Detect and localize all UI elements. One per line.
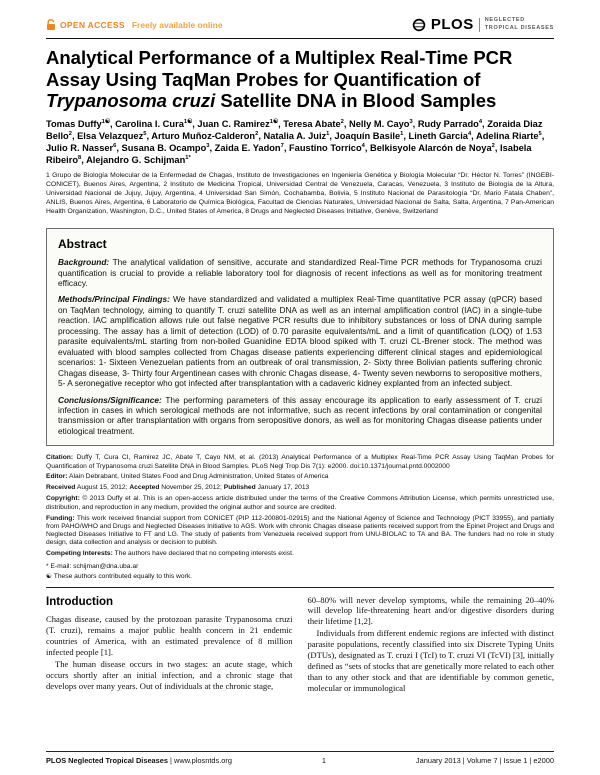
abstract-methods-label: Methods/Principal Findings: — [58, 294, 170, 305]
author: Adelina Riarte$^5$ — [476, 130, 542, 141]
footer-journal-url: | www.plosntds.org — [168, 756, 232, 765]
affiliations: 1 Grupo de Biología Molecular de la Enfermedad de Chagas, Instituto de Investigaciones en Ingeniería Genética y Biología Molecular “Dr. Héctor N. Torres” (INGEBI-CONICET), Buenos Aires, Argentina, 2 Instituto de Medicina Tropical, Universidad Central de Venezuela, Caracas, Venezuela, 3 Instituto de Biología de la Altura, Universidad Nacional de Jujuy, Jujuy, Argentina, 4 Universidad San Simón, Cochabamba, Bolivia, 5 Instituto Nacional de Parasitología “Dr. Mario Fatala Chaben”, ANLIS, Buenos Aires, Argentina, 6 Laboratorio de Química Biológica, Facultad de Ciencias Naturales, Universidad Nacional de Salta, Salta, Argentina, 7 Pan-American Health Organization, Washington, D.C., United States of America, 8 Drugs and Neglected Diseases Initiative, Genève, Switzerland — [46, 172, 554, 216]
open-lock-icon — [46, 19, 56, 31]
journal-name — [485, 17, 554, 31]
footer-page-number: 1 — [321, 756, 326, 765]
abstract-heading: Abstract — [58, 237, 107, 252]
left-column — [46, 595, 293, 695]
equal-contribution-note: ☯ These authors contributed equally to this work. — [46, 573, 193, 581]
journal-name-line1: NEGLECTED — [484, 17, 525, 24]
author: Teresa Abate$^2$ — [283, 118, 344, 129]
footer-issue-info: January 2013 | Volume 7 | Issue 1 | e2000 — [415, 756, 554, 765]
section-divider — [46, 587, 554, 588]
open-access-block — [46, 19, 223, 31]
journal-name-line2: TROPICAL DISEASES — [484, 24, 554, 31]
title-part1: Analytical Performance of a Multiplex Real-Time PCR Assay Using TaqMan Probes for Quantification of — [46, 47, 513, 90]
editor-label: Editor: — [46, 473, 68, 481]
received-date: August 15, 2012; — [76, 484, 128, 492]
intro-paragraph: Chagas disease, caused by the protozoan parasite Trypanosoma cruzi (T. cruzi), remains a major public health concern in 21 endemic countries of America, with an estimated prevalence of 8 million infected people [1]. — [46, 614, 293, 657]
abstract-background-text: The analytical validation of sensitive, accurate and standardized Real-Time PCR methods for Trypanosoma cruzi quantification is crucial to provide a reliable laboratory tool for diagnosis of recent infections as well as for monitoring treatment efficacy. — [58, 257, 543, 288]
author: Elsa Velazquez$^5$ — [77, 130, 147, 141]
article-metadata — [46, 454, 554, 581]
plos-logo — [412, 16, 554, 33]
footer-journal — [46, 756, 232, 765]
citation-line — [46, 454, 554, 470]
email-link[interactable]: schijman@dna.uba.ar — [73, 563, 139, 571]
funding-label: Funding: — [46, 514, 75, 522]
title-italic-species: Trypanosoma cruzi — [46, 90, 216, 112]
author: Arturo Muñoz-Calderon$^2$ — [151, 130, 259, 141]
page-header — [46, 16, 554, 39]
intro-paragraph: Individuals from different endemic regions are infected with distinct parasite populations, recently classified into six Discrete Typing Units (DTUs), designated as T. cruzi I (TcI) to T. cruzi VI (TcVI) [3], initially defined as “sets of stocks that are genetically more related to each other than to any other stock and that are identifiable by common genetic, molecular or immunological — [307, 628, 554, 693]
editor-text: Alain Debrabant, United States Food and Drug Administration, United States of America — [69, 473, 329, 481]
funding-text: This work received financial support from CONICET (PIP 112-200801-02915) and the National Agency of Science and Technology (PICT 33955), and partially from PAHO/WHO and Drugs and Neglected Diseases Initiative to AGS. Work with chronic Chagas disease patients received support from the Epinet Project and Drugs and Neglected Diseases Initiative to FT and LG. The study of patients from Venezuela received support from UNU-BIOLAC to TA and BA. The funders had no role in study design, data collection and analysis or decision to publish. — [46, 514, 554, 547]
author: Belkisyole Alarcón de Noya$^2$ — [370, 142, 495, 154]
author-list: Tomas Duffy$^{1☯}$, Carolina I. Cura$^{1☯}$, Juan C. Ramirez$^{1☯}$, Teresa Abate$^2$, Nelly M. Cayo$^3$, Rudy Parrado$^4$, Zoraida Diaz Bello$^2$, Elsa Velazquez$^5$, Arturo Muñoz-Calderon$^2$, Natalia A. Juiz$^1$, Joaquín Basile$^1$, Lineth Garcia$^4$, Adelina Riarte$^5$, Julio R. Nasser$^6$, Susana B. Ocampo$^3$, Zaida E. Yadon$^7$, Faustino Torrico$^4$, Belkisyole Alarcón de Noya$^2$, Isabela Ribeiro$^8$, Alejandro G. Schijman$^{1*}$ — [46, 118, 545, 166]
abstract-methods — [58, 294, 542, 388]
author: Rudy Parrado$^4$ — [417, 118, 483, 129]
competing-text: The authors have declared that no competing interests exist. — [114, 550, 294, 558]
author: Natalia A. Juiz$^1$ — [263, 130, 330, 141]
author: Faustino Torrico$^4$ — [289, 142, 365, 154]
competing-label: Competing Interests: — [46, 550, 113, 558]
citation-text: Duffy T, Cura CI, Ramirez JC, Abate T, Cayo NM, et al. (2013) Analytical Performance of a Multiplex Real-Time PCR Assay Using TaqMan Probes for Quantification of Trypanosoma cruzi Satellite DNA in Blood Samples. PLoS Negl Trop Dis 7(1): e2000. doi:10.1371/journal.pntd.0002000 — [46, 454, 555, 470]
abstract-background — [58, 257, 542, 288]
competing-interests-line — [46, 550, 554, 558]
author: Isabela Ribeiro$^8$ — [46, 143, 532, 166]
right-column — [308, 595, 555, 695]
footer-journal-name: PLOS Neglected Tropical Diseases — [46, 756, 168, 765]
abstract-conclusions-text: The performing parameters of this assay encourage its application to early assessment of T. cruzi infection in cases in which serological methods are not informative, such as recent infections by oral contamination or congenital transmission or after transplantation with organs from seropositive donors, as well as for monitoring Chagas disease patients under etiological treatment. — [58, 394, 542, 436]
copyright-text: © 2013 Duffy et al. This is an open-access article distributed under the terms of the Creative Commons Attribution License, which permits unrestricted use, distribution, and reproduction in any medium, provided the original author and source are credited. — [46, 495, 554, 511]
author: Nelly M. Cayo$^3$ — [349, 118, 413, 129]
copyright-line — [46, 495, 554, 511]
received-label: Received — [46, 484, 76, 492]
author: Zaida E. Yadon$^7$ — [214, 142, 284, 154]
logo-divider — [479, 18, 480, 32]
email-note-prefix: * E-mail: — [46, 563, 74, 571]
author: Joaquín Basile$^1$ — [334, 130, 404, 141]
email-note — [46, 563, 554, 571]
funding-line — [46, 515, 554, 548]
abstract-conclusions — [58, 395, 542, 437]
intro-paragraph: 60–80% will never develop symptoms, while the remaining 20–40% will develop life-threatening heart and/or digestive disorders during their lifetime [1,2]. — [307, 594, 554, 627]
author: Lineth Garcia$^4$ — [408, 130, 472, 141]
abstract-background-label: Background: — [58, 257, 110, 268]
open-access-label: OPEN ACCESS — [60, 19, 125, 30]
abstract-box — [46, 228, 554, 446]
plos-globe-icon — [412, 18, 426, 32]
dates-line — [46, 484, 554, 492]
author: Zoraida Diaz Bello$^2$ — [46, 118, 543, 141]
introduction-section — [46, 595, 554, 695]
accepted-label: Accepted — [129, 484, 160, 492]
published-label: Published — [223, 484, 256, 492]
copyright-label: Copyright: — [46, 495, 80, 503]
intro-paragraph: The human disease occurs in two stages: an acute stage, which occurs shortly after an initial infection, and a chronic stage that develops over many years. Out of individuals at the chronic stage, — [46, 658, 293, 691]
author: Julio R. Nasser$^6$ — [46, 142, 117, 154]
abstract-methods-text: We have standardized and validated a multiplex Real-Time quantitative PCR assay (qPCR) based on TaqMan technology, aiming to quantify T. cruzi satellite DNA as well as an internal amplification control (IAC) in a single-tube reaction. IAC amplification allows rule out false negative PCR results due to inhibitory substances or loss of DNA during sample processing. The assay has a limit of detection (LOD) of 0.70 parasite equivalents/mL and a limit of quantification (LOQ) of 1.53 parasite equivalents/mL starting from non-boiled Guanidine EDTA blood spiked with T. cruzi CL-Brener stock. The method was evaluated with blood samples collected from Chagas disease patients experiencing different clinical stages and epidemiological scenarios: 1- Sixteen Venezuelan patients from an outbreak of oral transmission, 2- Sixty three Bolivian patients suffering chronic Chagas disease, 3- Thirty four Argentinean cases with chronic Chagas disease, 4- Twenty seven newborns to seropositive mothers, 5- A seronegative receptor who got infected after transplantation with a cadaveric kidney explanted from an infected subject. — [58, 294, 543, 389]
author: Tomas Duffy$^{1☯}$ — [46, 118, 110, 129]
author: Carolina I. Cura$^{1☯}$ — [115, 118, 193, 129]
published-date: January 17, 2013 — [257, 484, 310, 492]
page-footer — [46, 751, 554, 765]
plos-wordmark: PLOS — [430, 16, 474, 33]
footnotes — [46, 563, 554, 581]
author: Juan C. Ramirez$^{1☯}$ — [197, 118, 279, 129]
article-title — [46, 47, 554, 112]
citation-label: Citation: — [46, 454, 74, 462]
freely-available-label: Freely available online — [131, 19, 223, 30]
abstract-conclusions-label: Conclusions/Significance: — [58, 394, 162, 405]
accepted-date: November 25, 2012; — [161, 484, 222, 492]
author: Susana B. Ocampo$^3$ — [121, 142, 210, 154]
editor-line — [46, 473, 554, 481]
title-part2: Satellite DNA in Blood Samples — [215, 90, 497, 112]
introduction-heading: Introduction — [46, 595, 114, 608]
author: Alejandro G. Schijman$^{1*}$ — [86, 155, 191, 166]
